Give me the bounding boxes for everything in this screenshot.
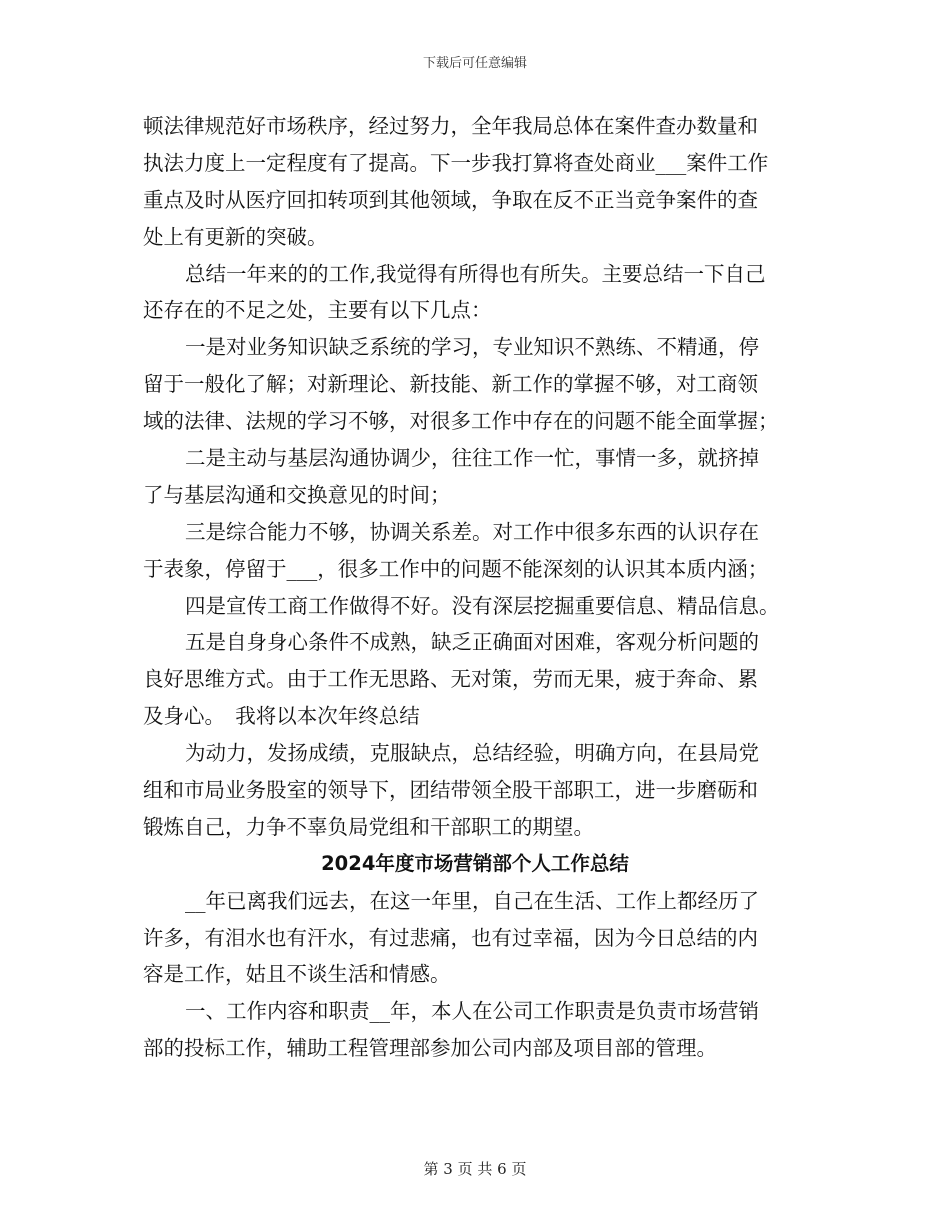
text-line: 组和市局业务股室的领导下，团结带领全股干部职工，进一步磨砺和 — [143, 778, 758, 803]
text-line: 锻炼自己，力争不辜负局党组和干部职工的期望。 — [143, 814, 594, 839]
text-line: 处上有更新的突破。 — [143, 224, 328, 249]
text-line: 一、工作内容和职责__年，本人在公司工作职责是负责市场营销 — [185, 999, 759, 1024]
document-body — [143, 108, 807, 1067]
text-line: 一是对业务知识缺乏系统的学习，专业知识不熟练、不精通，停 — [185, 335, 759, 360]
text-line: 还存在的不足之处，主要有以下几点： — [143, 298, 492, 323]
text-line: 为动力，发扬成绩，克服缺点，总结经验，明确方向，在县局党 — [185, 741, 759, 766]
text-line: 良好思维方式。由于工作无思路、无对策，劳而无果，疲于奔命、累 — [143, 667, 758, 692]
text-line: 及身心。 我将以本次年终总结 — [143, 704, 420, 729]
page-number: 第 3 页 共 6 页 — [423, 1160, 527, 1178]
text-line: 部的投标工作，辅助工程管理部参加公司内部及项目部的管理。 — [143, 1036, 717, 1061]
text-line: 了与基层沟通和交换意见的时间； — [143, 482, 451, 507]
text-line: 重点及时从医疗回扣转项到其他领域，争取在反不正当竞争案件的查 — [143, 187, 758, 212]
text-line: 于表象，停留于___，很多工作中的问题不能深刻的认识其本质内涵； — [143, 556, 769, 581]
text-line: 三是综合能力不够，协调关系差。对工作中很多东西的认识存在 — [185, 519, 759, 544]
text-line: 总结一年来的的工作,我觉得有所得也有所失。主要总结一下自己 — [185, 261, 766, 286]
text-line: 二是主动与基层沟通协调少，往往工作一忙，事情一多，就挤掉 — [185, 446, 759, 471]
text-line: 执法力度上一定程度有了提高。下一步我打算将查处商业___案件工作 — [143, 150, 769, 175]
text-line: 许多，有泪水也有汗水，有过悲痛，也有过幸福，因为今日总结的内 — [143, 925, 758, 950]
text-line: 留于一般化了解；对新理论、新技能、新工作的掌握不够，对工商领 — [143, 372, 758, 397]
page-header: 下载后可任意编辑 — [422, 56, 527, 71]
text-line: __年已离我们远去，在这一年里，自己在生活、工作上都经历了 — [185, 888, 759, 913]
text-line: 四是宣传工商工作做得不好。没有深层挖掘重要信息、精品信息。 — [185, 593, 780, 618]
text-line: 顿法律规范好市场秩序，经过努力，全年我局总体在案件查办数量和 — [143, 114, 758, 138]
section-title: 2024年度市场营销部个人工作总结 — [321, 851, 629, 875]
text-line: 容是工作，姑且不谈生活和情感。 — [143, 962, 451, 987]
text-line: 域的法律、法规的学习不够，对很多工作中存在的问题不能全面掌握； — [143, 409, 779, 434]
text-line: 五是自身身心条件不成熟，缺乏正确面对困难，客观分析问题的 — [185, 630, 759, 655]
